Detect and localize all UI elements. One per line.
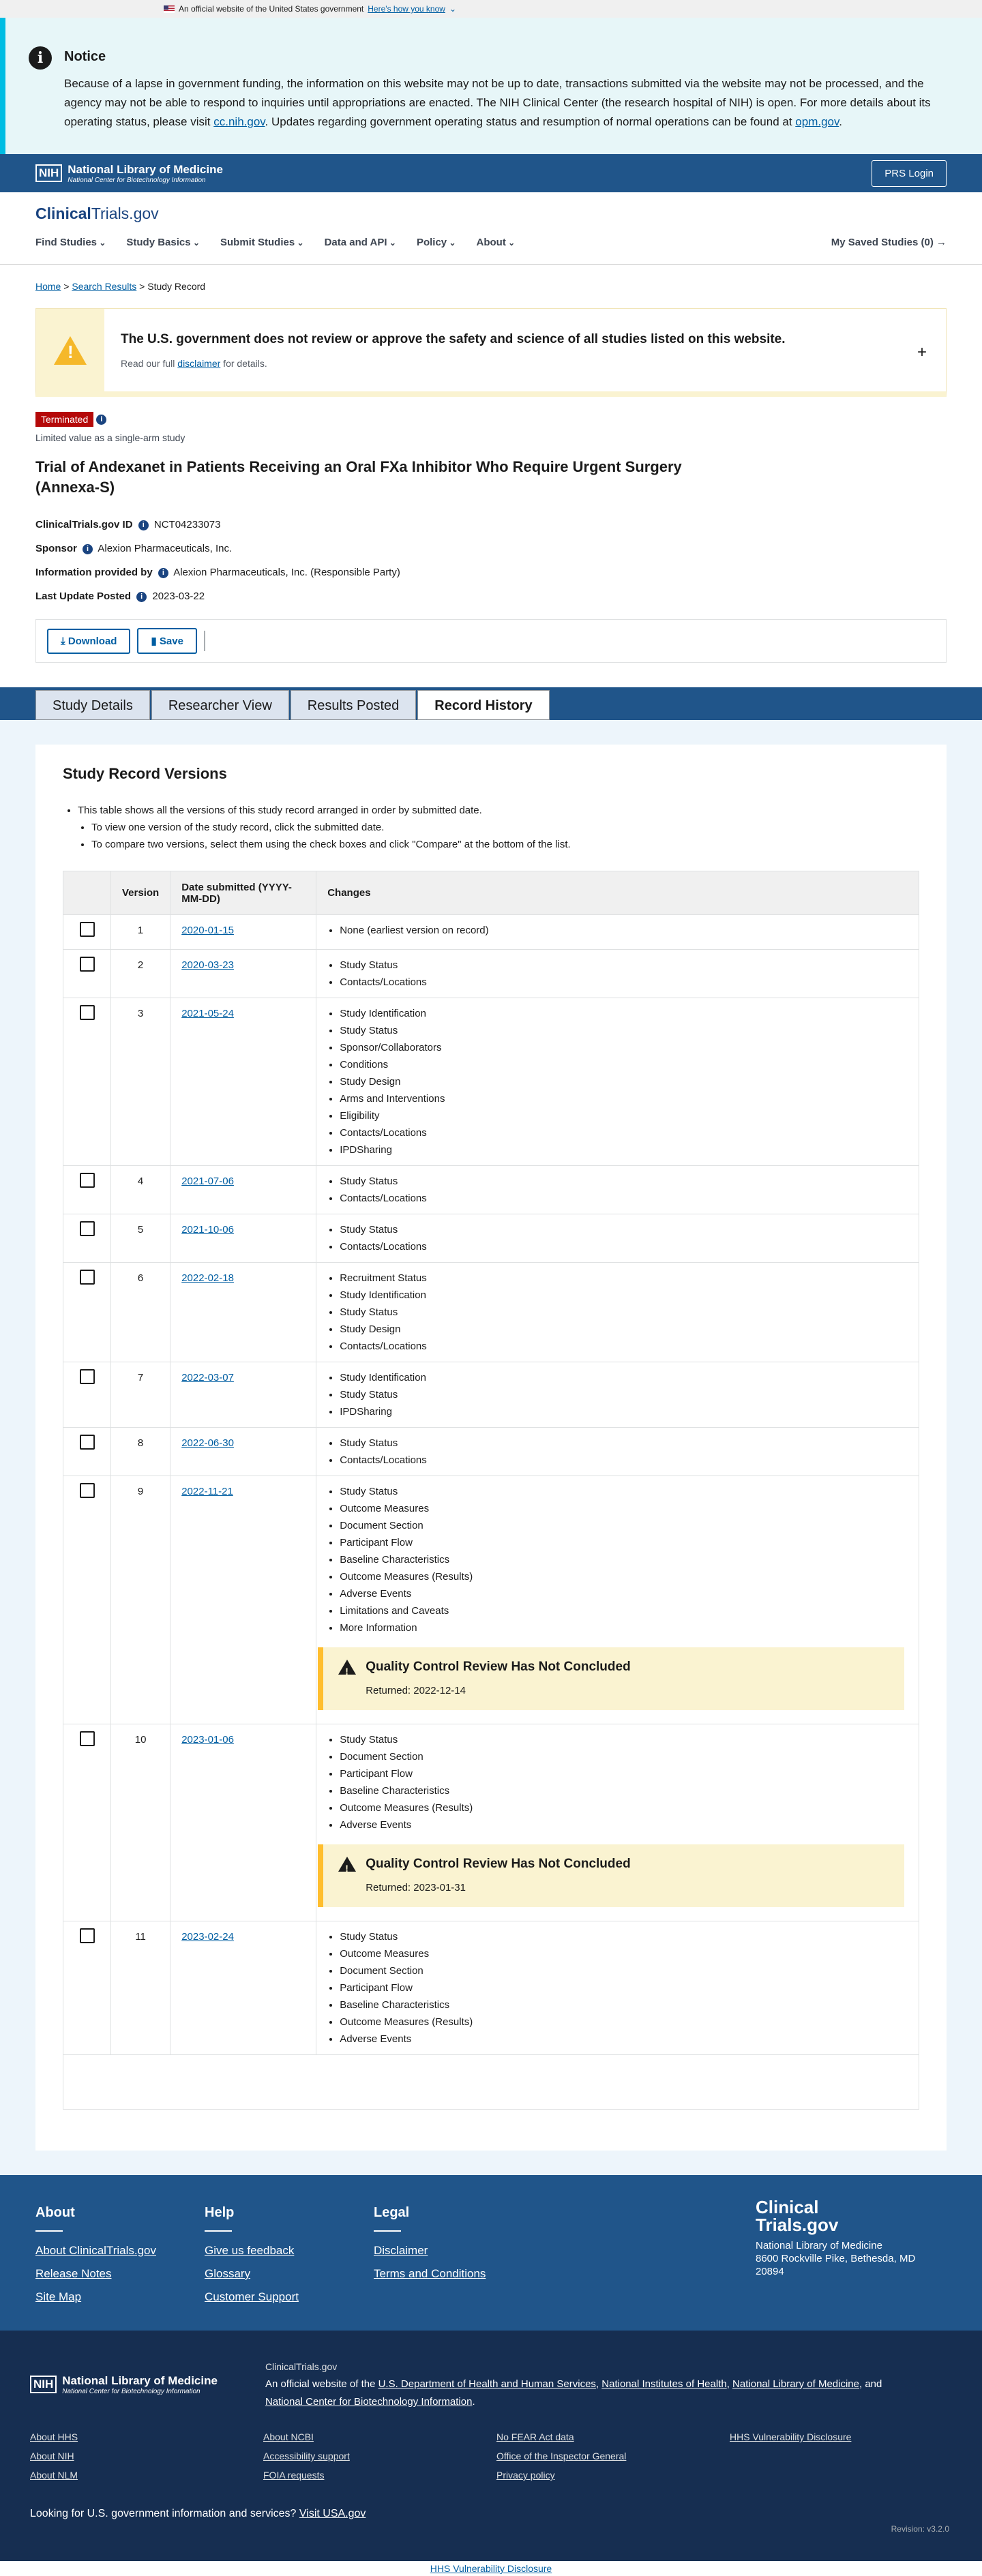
change-item: • Study Status	[340, 1928, 908, 1945]
change-item: • Study Status	[340, 1304, 908, 1321]
how-you-know-link[interactable]: Here's how you know	[368, 4, 445, 14]
change-item: • Participant Flow	[340, 1979, 908, 1996]
breadcrumb: Home > Search Results > Study Record	[35, 281, 206, 292]
clinicaltrials-logo[interactable]: ClinicalTrials.gov	[35, 205, 159, 222]
nlm-link[interactable]: About NCBI	[263, 2431, 314, 2442]
changes-list	[340, 1221, 908, 1255]
usagov-link[interactable]: Visit USA.gov	[299, 2508, 366, 2519]
footer-logo[interactable]: Clinical Trials.gov	[756, 2197, 839, 2235]
version-row	[63, 1362, 919, 1428]
compare-checkbox[interactable]	[80, 1369, 95, 1384]
compare-checkbox[interactable]	[80, 1483, 95, 1498]
change-item: • Study Identification	[340, 1005, 908, 1022]
chevron-down-icon: ⌄	[449, 4, 457, 14]
change-item: • Study Status	[340, 1022, 908, 1039]
change-item: • Recruitment Status	[340, 1270, 908, 1287]
versions-heading: Study Record Versions	[63, 765, 227, 782]
change-item: • Study Design	[340, 1073, 908, 1090]
version-number: 2	[111, 950, 170, 998]
changes-list	[340, 1435, 908, 1469]
change-item: • None (earliest version on record)	[340, 922, 908, 939]
study-meta: ClinicalTrials.gov ID i NCT04233073 Sponsor i Alexion Pharmaceuticals, Inc. Information provided by i Alexion Pharmaceuticals, Inc. (Responsible Party) Last Update Posted i 2023-03-22	[35, 519, 400, 602]
change-item: • Study Status	[340, 1483, 908, 1500]
nlm-link[interactable]: About HHS	[30, 2431, 78, 2442]
change-item: • IPDSharing	[340, 1403, 908, 1420]
change-item: • Study Status	[340, 1435, 908, 1452]
nlm-link-grid	[30, 2431, 952, 2481]
version-row	[63, 1263, 919, 1362]
changes-list	[340, 1005, 908, 1158]
opm-link[interactable]: opm.gov	[795, 115, 839, 128]
nlm-footer-logo[interactable]: NIH National Library of Medicine National Center for Biotechnology Information	[30, 2358, 218, 2411]
change-item: • Outcome Measures	[340, 1500, 908, 1517]
table-footer-row	[63, 2055, 919, 2110]
version-date-link[interactable]: 2021-10-06	[181, 1224, 234, 1235]
site-header	[0, 192, 982, 265]
version-row	[63, 1476, 919, 1724]
nlm-link[interactable]: National Library of Medicine	[732, 2378, 859, 2390]
version-date-link[interactable]: 2023-01-06	[181, 1734, 234, 1746]
nlm-footer	[0, 2331, 982, 2561]
change-item: • Conditions	[340, 1056, 908, 1073]
version-number: 3	[111, 998, 170, 1166]
change-item: • Participant Flow	[340, 1534, 908, 1551]
change-item: • Study Status	[340, 1731, 908, 1748]
version-row	[63, 1428, 919, 1476]
us-flag-icon	[164, 5, 175, 13]
compare-checkbox[interactable]	[80, 1435, 95, 1450]
version-date-link[interactable]: 2022-02-18	[181, 1272, 234, 1284]
col-date: Date submitted (YYYY-MM-DD)	[170, 871, 316, 915]
nlm-link[interactable]: Office of the Inspector General	[496, 2451, 627, 2461]
version-date-link[interactable]: 2022-06-30	[181, 1437, 234, 1449]
change-item: • Contacts/Locations	[340, 974, 908, 991]
download-button[interactable]: ⤓ Download	[47, 629, 130, 654]
limited-value-note: Limited value as a single-arm study	[35, 432, 185, 443]
version-row	[63, 950, 919, 998]
status-badge: Terminated	[35, 412, 93, 427]
breadcrumb-home[interactable]: Home	[35, 281, 61, 292]
revision: Revision: v3.2.0	[891, 2524, 949, 2534]
nlm-link[interactable]: Accessibility support	[263, 2451, 350, 2461]
version-row	[63, 1214, 919, 1263]
compare-checkbox[interactable]	[80, 957, 95, 972]
compare-checkbox[interactable]	[80, 1173, 95, 1188]
version-number: 11	[111, 1921, 170, 2055]
version-number: 6	[111, 1263, 170, 1362]
version-number: 5	[111, 1214, 170, 1263]
change-item: • Study Status	[340, 957, 908, 974]
version-row	[63, 998, 919, 1166]
disclaimer-text: Read our full disclaimer for details.	[121, 357, 267, 369]
change-item: • Contacts/Locations	[340, 1238, 908, 1255]
content-area	[0, 720, 982, 2175]
nlm-description: ClinicalTrials.gov An official website of the U.S. Department of Health and Human Services, National Institutes of Health, National Library of Medicine, and National Center for Biotechnology Information.	[265, 2361, 882, 2408]
nih-header	[0, 154, 982, 192]
warning-icon	[338, 1857, 356, 1872]
change-item: • Contacts/Locations	[340, 1338, 908, 1355]
change-item: • Document Section	[340, 1517, 908, 1534]
usagov-line: Looking for U.S. government information and services? Visit USA.gov	[30, 2508, 366, 2519]
nlm-link[interactable]: No FEAR Act data	[496, 2431, 574, 2442]
disclaimer-link[interactable]: disclaimer	[177, 357, 221, 369]
nlm-link[interactable]: About NLM	[30, 2470, 78, 2481]
compare-checkbox[interactable]	[80, 1731, 95, 1746]
change-item: • More Information	[340, 1619, 908, 1636]
col-select	[63, 871, 111, 915]
change-item: • Outcome Measures	[340, 1945, 908, 1962]
info-icon[interactable]: i	[158, 568, 168, 578]
download-icon: ⤓	[61, 635, 65, 647]
version-row	[63, 1166, 919, 1214]
nav-find-studies[interactable]: Find Studies ⌄	[35, 237, 106, 248]
footer-about: About About ClinicalTrials.gov Release Notes Site Map	[35, 2205, 205, 2313]
nlm-link[interactable]: Privacy policy	[496, 2470, 555, 2481]
nih-link[interactable]: National Institutes of Health	[601, 2378, 727, 2390]
compare-checkbox[interactable]	[80, 922, 95, 937]
change-item: • Adverse Events	[340, 2031, 908, 2048]
main-nav	[35, 237, 947, 248]
changes-list	[340, 1928, 908, 2048]
provided-by-value: Alexion Pharmaceuticals, Inc. (Responsible Party)	[173, 567, 400, 578]
changes-list	[340, 1731, 908, 1833]
bookmark-icon: ▮	[151, 635, 157, 647]
version-number: 8	[111, 1428, 170, 1476]
nav-study-basics[interactable]: Study Basics ⌄	[126, 237, 200, 248]
version-date-link[interactable]: 2022-11-21	[181, 1486, 233, 1497]
footer-link[interactable]: Terms and Conditions	[374, 2267, 486, 2280]
footer-link[interactable]: Glossary	[205, 2267, 251, 2280]
versions-intro: • This table shows all the versions of this study record arranged in order by submitted date. • To view one version of the study record, click the submitted date. • To compare two versions, select them using the check boxes and click "Compare" at the bottom of the list.	[78, 802, 919, 853]
change-item: • Adverse Events	[340, 1585, 908, 1602]
footer-link[interactable]: Give us feedback	[205, 2244, 295, 2257]
nlm-logo[interactable]: NIH National Library of Medicine National Center for Biotechnology Information	[35, 163, 223, 184]
shutdown-notice	[0, 18, 982, 154]
version-number: 9	[111, 1476, 170, 1724]
hhs-vulnerability-link[interactable]: HHS Vulnerability Disclosure	[430, 2563, 552, 2574]
changes-list	[340, 1483, 908, 1636]
cc-nih-link[interactable]: cc.nih.gov	[213, 115, 265, 128]
change-item: • Limitations and Caveats	[340, 1602, 908, 1619]
notice-title: Notice	[64, 49, 106, 64]
study-title: Trial of Andexanet in Patients Receiving an Oral FXa Inhibitor Who Require Urgent Surgery (Annexa-S)	[35, 458, 682, 496]
last-update-value: 2023-03-22	[152, 590, 205, 602]
footer-help: Help Give us feedback Glossary Customer Support	[205, 2205, 374, 2313]
qc-alert: ! Quality Control Review Has Not Concluded Returned: 2022-12-14	[318, 1647, 904, 1710]
version-date-link[interactable]: 2023-02-24	[181, 1931, 234, 1943]
change-item: • Study Identification	[340, 1369, 908, 1386]
disclaimer-banner	[35, 308, 947, 397]
nlm-link[interactable]: HHS Vulnerability Disclosure	[730, 2431, 852, 2442]
version-row	[63, 1724, 919, 1921]
footer-link[interactable]: Disclaimer	[374, 2244, 428, 2257]
change-item: • Study Status	[340, 1221, 908, 1238]
changes-list	[340, 922, 908, 939]
version-date-link[interactable]: 2021-07-06	[181, 1175, 234, 1187]
change-item: • IPDSharing	[340, 1141, 908, 1158]
disclaimer-title: The U.S. government does not review or approve the safety and science of all studies listed on this website.	[121, 331, 786, 346]
footer-link[interactable]: Release Notes	[35, 2267, 112, 2280]
site-footer	[0, 2175, 982, 2331]
breadcrumb-search-results[interactable]: Search Results	[72, 281, 137, 292]
compare-checkbox[interactable]	[80, 1221, 95, 1236]
changes-list	[340, 1270, 908, 1355]
hhs-link[interactable]: U.S. Department of Health and Human Services	[378, 2378, 596, 2390]
change-item: • Baseline Characteristics	[340, 1551, 908, 1568]
change-item: • Baseline Characteristics	[340, 1782, 908, 1799]
nav-about[interactable]: About ⌄	[477, 237, 516, 248]
change-item: • Outcome Measures (Results)	[340, 2013, 908, 2031]
change-item: • Outcome Measures (Results)	[340, 1568, 908, 1585]
col-version: Version	[111, 871, 170, 915]
version-number: 10	[111, 1724, 170, 1921]
warning-icon	[338, 1660, 356, 1675]
change-item: • Adverse Events	[340, 1816, 908, 1833]
change-item: • Outcome Measures (Results)	[340, 1799, 908, 1816]
nlm-link[interactable]: FOIA requests	[263, 2470, 325, 2481]
change-item: • Study Identification	[340, 1287, 908, 1304]
qc-alert: ! Quality Control Review Has Not Concluded Returned: 2023-01-31	[318, 1844, 904, 1907]
compare-checkbox[interactable]	[80, 1270, 95, 1285]
compare-checkbox[interactable]	[80, 1928, 95, 1943]
footer-address: Clinical Trials.gov National Library of Medicine 8600 Rockville Pike, Bethesda, MD 20894	[756, 2197, 916, 2277]
change-item: • Study Design	[340, 1321, 908, 1338]
changes-list	[340, 1173, 908, 1207]
divider	[204, 631, 205, 651]
info-icon[interactable]: i	[83, 544, 93, 554]
change-item: • Contacts/Locations	[340, 1190, 908, 1207]
version-number: 1	[111, 915, 170, 950]
nlm-link[interactable]: About NIH	[30, 2451, 74, 2461]
change-item: • Document Section	[340, 1748, 908, 1765]
nct-id: NCT04233073	[153, 519, 221, 530]
info-icon[interactable]: i	[136, 592, 147, 602]
changes-list	[340, 1369, 908, 1420]
prs-login-button[interactable]: PRS Login	[872, 160, 947, 187]
change-item: • Contacts/Locations	[340, 1452, 908, 1469]
version-date-link[interactable]: 2021-05-24	[181, 1008, 234, 1019]
change-item: • Arms and Interventions	[340, 1090, 908, 1107]
tab-study-details[interactable]: Study Details	[35, 690, 150, 720]
change-item: • Study Status	[340, 1386, 908, 1403]
sponsor-value: Alexion Pharmaceuticals, Inc.	[98, 543, 233, 554]
versions-table	[63, 871, 919, 2110]
footer-link[interactable]: Site Map	[35, 2290, 82, 2303]
footer-link[interactable]: Customer Support	[205, 2290, 299, 2303]
tab-researcher-view[interactable]: Researcher View	[151, 690, 289, 720]
expand-plus-icon[interactable]: +	[917, 343, 927, 361]
info-icon[interactable]: i	[138, 520, 149, 530]
info-icon[interactable]: i	[96, 415, 106, 425]
version-number: 4	[111, 1166, 170, 1214]
nav-submit-studies[interactable]: Submit Studies ⌄	[220, 237, 304, 248]
version-date-link[interactable]: 2020-01-15	[181, 925, 234, 936]
action-bar	[35, 619, 947, 663]
saved-studies-link[interactable]: My Saved Studies (0) →	[831, 237, 947, 248]
col-changes: Changes	[316, 871, 919, 915]
footer-legal: Legal Disclaimer Terms and Conditions	[374, 2205, 543, 2313]
change-item: • Baseline Characteristics	[340, 1996, 908, 2013]
compare-checkbox[interactable]	[80, 1005, 95, 1020]
warning-icon	[36, 309, 104, 391]
changes-list	[340, 957, 908, 991]
change-item: • Contacts/Locations	[340, 1124, 908, 1141]
version-row	[63, 1921, 919, 2055]
ncbi-link[interactable]: National Center for Biotechnology Information	[265, 2396, 473, 2408]
version-number: 7	[111, 1362, 170, 1428]
tab-record-history[interactable]: Record History	[417, 690, 549, 720]
breadcrumb-current: Study Record	[147, 281, 206, 292]
info-icon: i	[29, 46, 52, 70]
record-tabs	[0, 687, 982, 720]
save-button[interactable]: ▮ Save	[137, 628, 196, 654]
version-row	[63, 915, 919, 950]
versions-card	[35, 745, 947, 2151]
nav-policy[interactable]: Policy ⌄	[417, 237, 456, 248]
tab-results-posted[interactable]: Results Posted	[291, 690, 417, 720]
notice-body: Because of a lapse in government funding, the information on this website may not be up to date, transactions submitted via the website may not be processed, and the agency may not be able to respond to inquiries until appropriations are enacted. The NIH Clinical Center (the research hospital of NIH) is open. For more details about its operating status, please visit cc.nih.gov. Updates regarding government operating status and resumption of normal operations can be found at opm.gov.	[64, 77, 931, 128]
change-item: • Participant Flow	[340, 1765, 908, 1782]
change-item: • Sponsor/Collaborators	[340, 1039, 908, 1056]
footer-link[interactable]: About ClinicalTrials.gov	[35, 2244, 156, 2257]
gov-banner-text: An official website of the United States government	[179, 4, 364, 14]
version-date-link[interactable]: 2022-03-07	[181, 1372, 234, 1383]
version-date-link[interactable]: 2020-03-23	[181, 959, 234, 971]
nav-data-api[interactable]: Data and API ⌄	[325, 237, 396, 248]
change-item: • Study Status	[340, 1173, 908, 1190]
gov-banner	[0, 0, 982, 18]
change-item: • Document Section	[340, 1962, 908, 1979]
study-header	[0, 397, 982, 608]
change-item: • Eligibility	[340, 1107, 908, 1124]
